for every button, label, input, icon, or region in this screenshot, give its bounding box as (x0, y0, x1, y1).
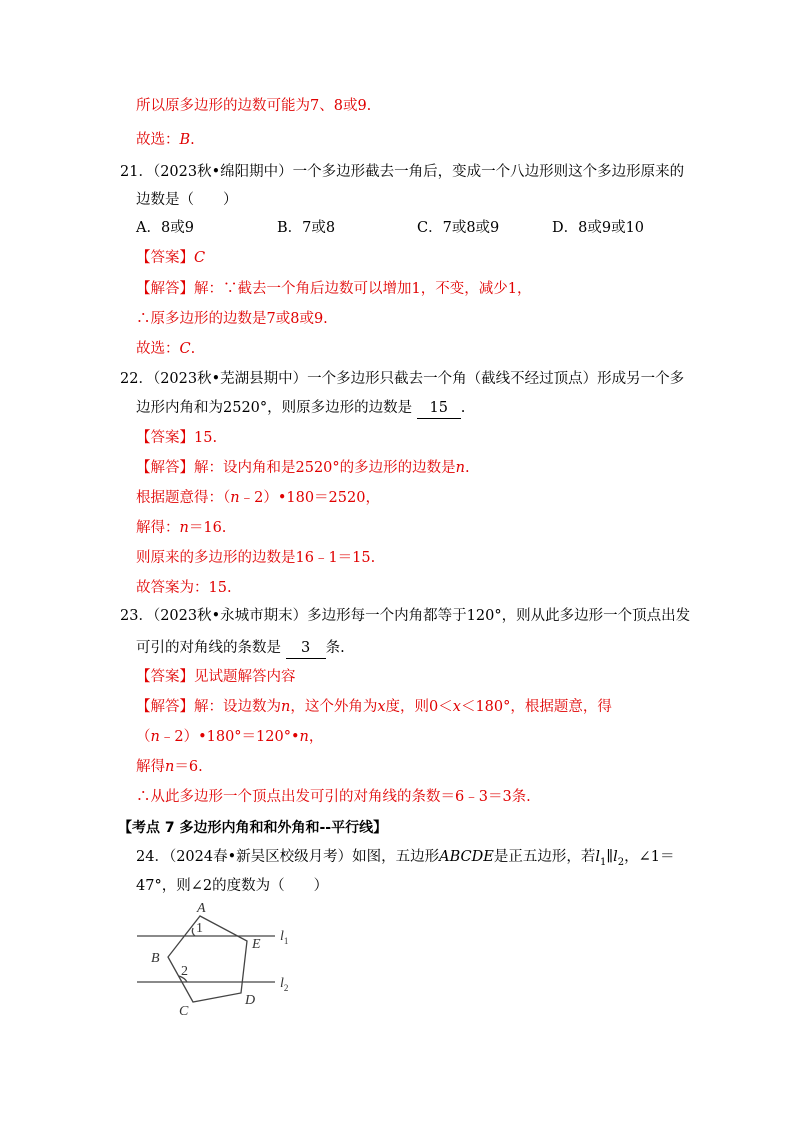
q21-option-c: C．7或8或9 (417, 220, 500, 236)
label-angle-1: 1 (196, 921, 203, 936)
pentagon-figure (135, 898, 305, 1023)
prev-answer: 故选：B. (136, 132, 195, 148)
q23-solution-line4: ∴从此多边形一个顶点出发可引的对角线的条数＝6﹣3＝3条. (136, 789, 531, 805)
label-b: B (151, 951, 160, 966)
q21-option-a: A．8或9 (136, 220, 194, 236)
label-a: A (197, 901, 206, 916)
q21-solution-line2: ∴原多边形的边数是7或8或9. (136, 311, 328, 327)
q21-solution-line3: 故选：C. (136, 341, 196, 357)
q21-answer: 【答案】C (136, 250, 206, 266)
q23-answer: 【答案】见试题解答内容 (136, 669, 296, 685)
q22-answer-blank: 15 (417, 398, 461, 419)
q22-solution-line2: 根据题意得：（n﹣2）•180＝2520， (136, 490, 380, 506)
q22-solution-line4: 则原来的多边形的边数是16﹣1＝15. (136, 550, 376, 566)
label-angle-2: 2 (181, 964, 188, 979)
q22-solution-line3: 解得：n＝16. (136, 520, 227, 536)
q21-option-d: D．8或9或10 (552, 220, 645, 236)
q24-stem-line1: 24．（2024春•新吴区校级月考）如图，五边形ABCDE是正五边形，若$l_1\parallel l_2$，∠1＝ (136, 849, 675, 868)
prev-conclusion: 所以原多边形的边数可能为7、8或9. (136, 98, 372, 114)
pentagon-abcde (168, 916, 247, 1002)
q22-answer: 【答案】15. (136, 430, 218, 446)
q22-solution-line5: 故答案为：15. (136, 580, 232, 596)
q21-stem-line2: 边数是（ ） (136, 192, 238, 208)
angle-1-arc (192, 928, 195, 936)
q23-solution-line3: 解得n＝6. (136, 759, 203, 775)
q23-solution-line2: （n﹣2）•180°＝120°•n， (136, 729, 324, 745)
q23-stem-line2: 可引的对角线的条数是 3 条. (136, 638, 345, 659)
label-l2: $l_2$ (280, 976, 289, 993)
q22-stem-line1: 22．（2023秋•芜湖县期中）一个多边形只截去一个角（截线不经过顶点）形成另一个多 (120, 371, 685, 387)
section-heading: 【考点 7 多边形内角和和外角和--平行线】 (118, 820, 388, 836)
q22-stem-line2: 边形内角和为2520°，则原多边形的边数是 15 . (136, 398, 465, 419)
label-e: E (252, 937, 261, 952)
q23-solution-line1: 【解答】解：设边数为n，这个外角为x度，则0＜x＜180°，根据题意，得 (136, 699, 612, 715)
q21-solution-line1: 【解答】解：∵截去一个角后边数可以增加1，不变，减少1， (136, 281, 532, 297)
label-c: C (179, 1004, 189, 1019)
label-l1: $l_1$ (280, 929, 289, 946)
label-d: D (245, 993, 256, 1008)
q21-option-b: B．7或8 (277, 220, 336, 236)
q23-answer-blank: 3 (286, 638, 326, 659)
q23-stem-line1: 23．（2023秋•永城市期末）多边形每一个内角都等于120°，则从此多边形一个顶点出发 (120, 608, 691, 624)
q24-stem-line2: 47°，则∠2的度数为（ ） (136, 878, 329, 894)
q21-stem-line1: 21．（2023秋•绵阳期中）一个多边形截去一角后，变成一个八边形则这个多边形原来的 (120, 164, 685, 180)
q22-solution-line1: 【解答】解：设内角和是2520°的多边形的边数是n. (136, 460, 470, 476)
